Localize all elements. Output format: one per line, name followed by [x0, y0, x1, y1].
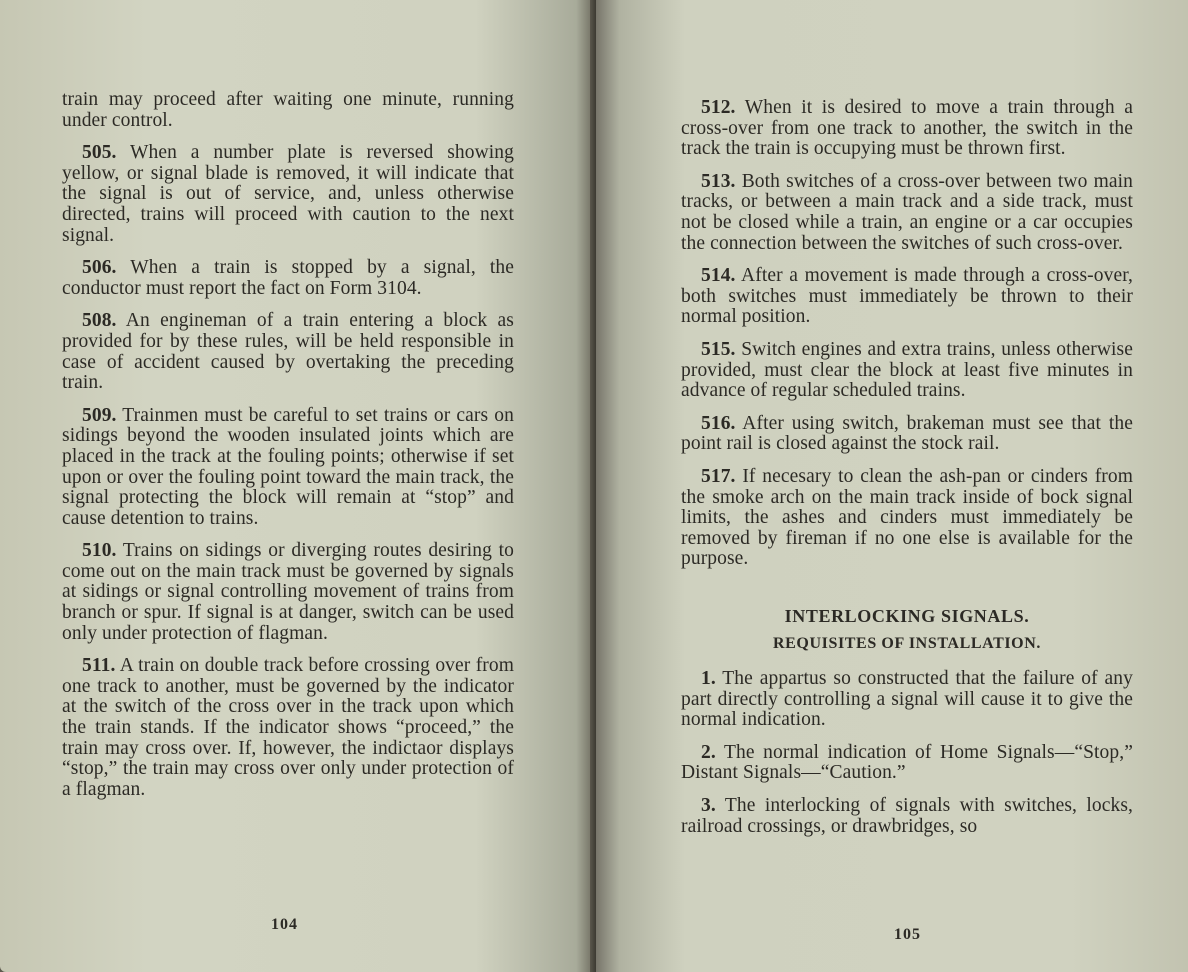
- rule-number: 513.: [701, 170, 736, 192]
- rule-number: 512.: [701, 97, 736, 118]
- rule-text: Switch engines and extra trains, unless otherwise provided, must clear the block at least five minutes in advance of regular scheduled trains.: [681, 338, 1133, 402]
- rule-number: 516.: [701, 412, 736, 434]
- interlocking-rule-1: [681, 669, 1133, 731]
- rule-512: [681, 98, 1133, 160]
- rule-text: A train on double track before crossing over from one track to another, must be governed by the indicator at the switch of the cross over in the track upon which the train stands. If the indicator shows “proceed,” the train may cross over. If, however, the indictaor displays “stop,” the train may cross over only under protection of a flagman.: [62, 655, 514, 800]
- rule-text: The normal indication of Home Signals—“Stop,” Distant Signals—“Caution.”: [681, 741, 1133, 784]
- rule-number: 511.: [82, 655, 116, 677]
- section-heading: INTERLOCKING SIGNALS.: [784, 605, 1030, 626]
- rule-text: The appartus so constructed that the failure of any part directly controlling a signal will cause it to give the normal indication.: [681, 668, 1134, 731]
- rule-number: 3.: [701, 795, 716, 817]
- rule-508: [62, 311, 514, 393]
- page-number: 104: [271, 916, 298, 933]
- rule-516: [681, 414, 1133, 455]
- interlocking-rule-3: [681, 796, 1133, 837]
- right-page: [596, 0, 1188, 972]
- rule-number: 506.: [82, 257, 117, 279]
- rule-text: When a train is stopped by a signal, the conductor must report the fact on Form 3104.: [62, 257, 514, 299]
- rule-506: [62, 258, 514, 299]
- rule-text: When a number plate is reversed showing yellow, or signal blade is removed, it will indicate that the signal is out of service, and, unless otherwise directed, trains will proceed with caution to the next signal.: [62, 142, 514, 246]
- rule-text: An engineman of a train entering a block as provided for by these rules, will be held responsible in case of accident caused by overtaking the preceding train.: [62, 310, 514, 394]
- rule-number: 514.: [701, 265, 736, 287]
- rule-text: When it is desired to move a train through a cross-over from one track to another, the switch in the track the train is occupying must be thrown first.: [681, 97, 1134, 160]
- left-page-text: [62, 90, 514, 812]
- section-subheading: REQUISITES OF INSTALLATION.: [773, 635, 1041, 653]
- interlocking-rule-2: [681, 743, 1133, 784]
- rule-text: After using switch, brakeman must see that the point rail is closed against the stock rail.: [681, 412, 1133, 455]
- continuation-paragraph: train may proceed after waiting one minute, running under control.: [62, 89, 514, 131]
- rule-number: 2.: [701, 741, 716, 763]
- rule-509: [62, 406, 514, 530]
- rule-text: Both switches of a cross-over between two main tracks, or between a main track and a side track, must not be closed while a train, an engine or a car occupies the connection between the switches of such cross-over.: [681, 170, 1133, 254]
- rule-text: Trains on sidings or diverging routes desiring to come out on the main track must be governed by signals at sidings or signal controlling movement of trains from branch or spur. If signal is at danger, switch can be used only under protection of flagman.: [62, 540, 514, 644]
- rule-number: 505.: [82, 142, 117, 164]
- rule-text: Trainmen must be careful to set trains or cars on sidings beyond the wooden insulated joints which are placed in the track at the fouling points; otherwise if set upon or over the fouling point toward the main track, the signal protecting the block will remain at “stop” and cause detention to trains.: [62, 404, 514, 529]
- rule-505: [62, 143, 514, 246]
- right-page-text: [681, 98, 1133, 849]
- rule-511: [62, 656, 514, 800]
- rule-text: After a movement is made through a cross-over, both switches must immediately be thrown to their normal position.: [681, 265, 1133, 328]
- rule-515: [681, 340, 1133, 402]
- rule-number: 517.: [701, 465, 736, 487]
- rule-number: 1.: [701, 668, 716, 690]
- rule-text: The interlocking of signals with switches, locks, railroad crossings, or drawbridges, so: [681, 795, 1133, 837]
- page-number: 105: [894, 926, 921, 943]
- rule-text: If necesary to clean the ash-pan or cinders from the smoke arch on the main track inside of bock signal limits, the ashes and cinders must immediately be removed by fireman if no one else is available for the purpose.: [681, 465, 1134, 570]
- rule-number: 515.: [701, 338, 736, 360]
- rule-number: 508.: [82, 310, 117, 332]
- rule-number: 510.: [82, 540, 117, 562]
- rule-510: [62, 541, 514, 644]
- rule-513: [681, 172, 1133, 254]
- rule-517: [681, 467, 1133, 570]
- rule-514: [681, 266, 1133, 328]
- rule-number: 509.: [82, 404, 117, 426]
